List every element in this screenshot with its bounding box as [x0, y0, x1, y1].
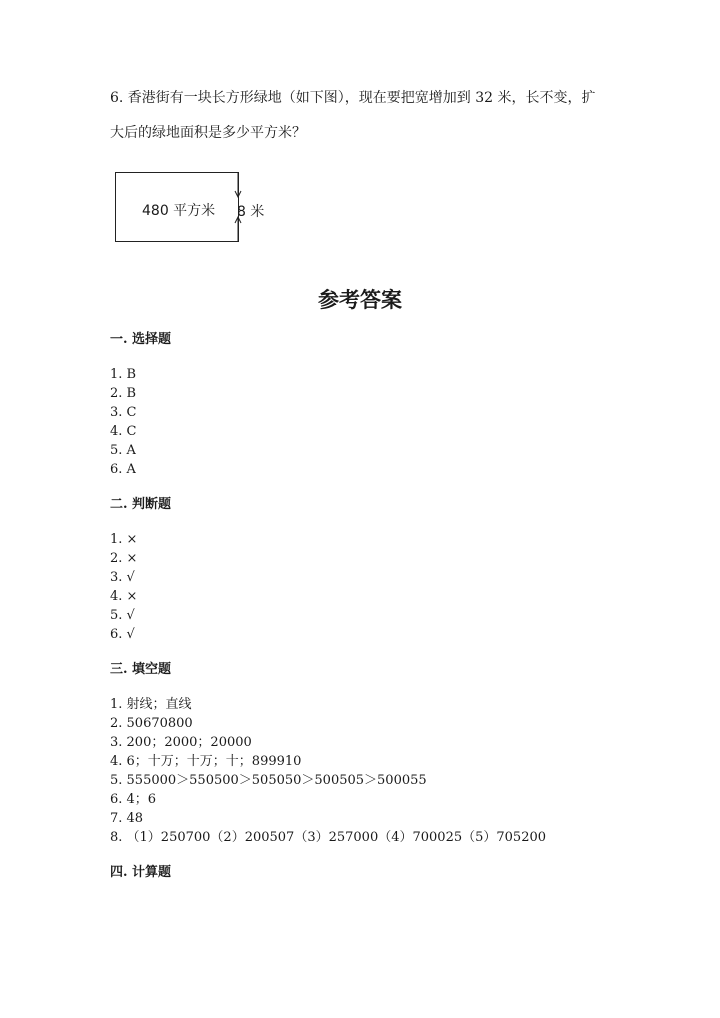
- section-heading-fill-blank: 三. 填空题: [110, 662, 172, 677]
- list-item: 2. B: [110, 386, 137, 401]
- rectangle-figure: [115, 172, 239, 242]
- question-line-1: 6. 香港街有一块长方形绿地（如下图），现在要把宽增加到 32 米，长不变，扩: [110, 90, 596, 106]
- width-label: 8 米: [237, 204, 265, 220]
- list-item: 5. 555000＞550500＞505050＞500505＞500055: [110, 773, 427, 788]
- answers-title: 参考答案: [318, 287, 402, 312]
- judgement-answer-list: [110, 530, 137, 644]
- list-item: 2. 50670800: [110, 716, 193, 731]
- list-item: 2. ×: [110, 551, 138, 566]
- list-item: 4. C: [110, 424, 137, 439]
- list-item: 6. √: [110, 627, 135, 642]
- list-item: 6. A: [110, 462, 136, 477]
- list-item: 6. 4；6: [110, 792, 157, 807]
- list-item: 5. √: [110, 608, 135, 623]
- list-item: 3. 200；2000；20000: [110, 735, 252, 750]
- list-item: 7. 48: [110, 811, 144, 826]
- list-item: 3. √: [110, 570, 135, 585]
- choice-answer-list: [110, 365, 136, 479]
- fill-blank-answer-list: [110, 695, 546, 847]
- section-heading-calculation: 四. 计算题: [110, 865, 172, 880]
- list-item: 1. B: [110, 367, 137, 382]
- section-heading-judgement: 二. 判断题: [110, 497, 172, 512]
- list-item: 1. 射线；直线: [110, 697, 192, 712]
- area-label: 480 平方米: [142, 203, 216, 219]
- list-item: 3. C: [110, 405, 137, 420]
- list-item: 1. ×: [110, 532, 138, 547]
- list-item: 4. 6；十万；十万；十；899910: [110, 754, 302, 769]
- section-heading-choice: 一. 选择题: [110, 332, 172, 347]
- list-item: 4. ×: [110, 589, 138, 604]
- question-line-2: 大后的绿地面积是多少平方米？: [110, 125, 306, 141]
- list-item: 8. （1）250700（2）200507（3）257000（4）700025（5）705200: [110, 830, 547, 845]
- list-item: 5. A: [110, 443, 136, 458]
